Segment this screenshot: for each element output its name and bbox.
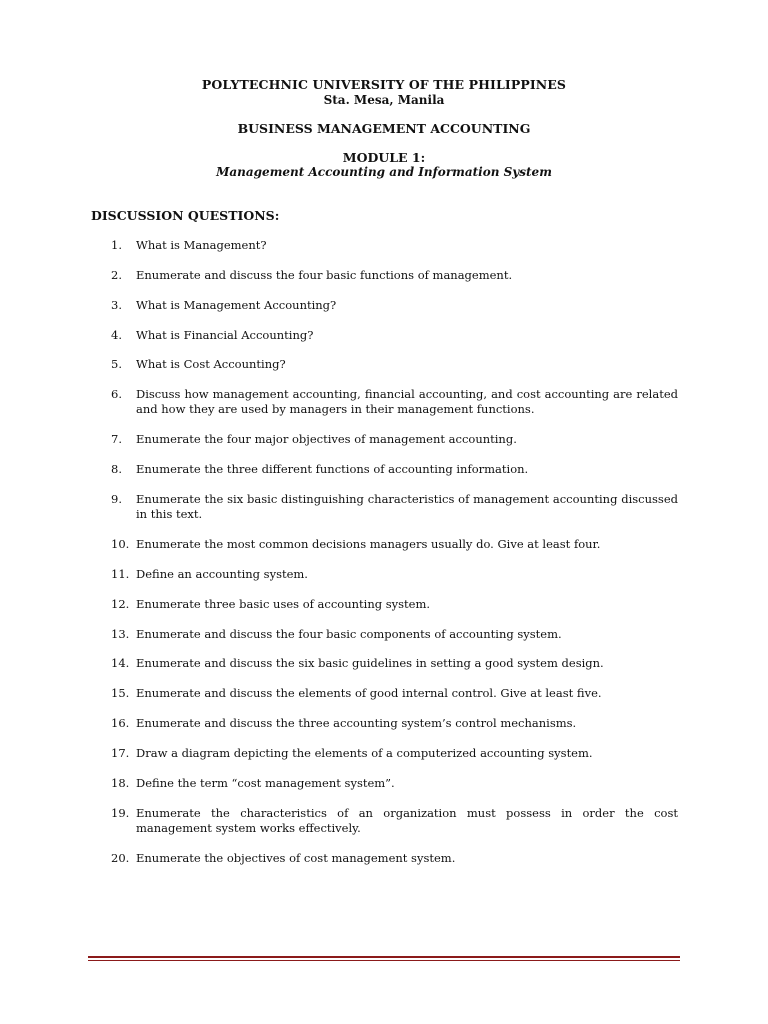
question-text: Enumerate three basic uses of accounting system. <box>136 597 431 611</box>
question-number: 11. <box>111 567 130 581</box>
question-text: Define the term “cost management system”. <box>136 776 395 790</box>
section-heading: DISCUSSION QUESTIONS: <box>91 208 280 223</box>
list-item <box>111 851 678 866</box>
list-item <box>111 357 678 372</box>
question-number: 13. <box>111 627 130 641</box>
list-item <box>111 567 678 582</box>
question-number: 6. <box>111 387 122 401</box>
question-number: 20. <box>111 851 130 865</box>
list-item <box>111 432 678 447</box>
question-number: 19. <box>111 806 130 820</box>
question-number: 12. <box>111 597 130 611</box>
question-number: 18. <box>111 776 130 790</box>
list-item <box>111 656 678 671</box>
list-item <box>111 806 678 836</box>
list-item <box>111 387 678 417</box>
list-item <box>111 268 678 283</box>
footer-rule <box>88 956 680 958</box>
question-text: Enumerate the six basic distinguishing characteristics of management accounting discussed in this text. <box>136 492 678 521</box>
question-text: Enumerate the objectives of cost management system. <box>136 851 456 865</box>
question-number: 5. <box>111 357 122 371</box>
question-number: 9. <box>111 492 122 506</box>
question-number: 7. <box>111 432 122 446</box>
question-text: Enumerate and discuss the elements of good internal control. Give at least five. <box>136 686 602 700</box>
question-number: 16. <box>111 716 130 730</box>
list-item <box>111 328 678 343</box>
question-text: Define an accounting system. <box>136 567 308 581</box>
list-item <box>111 716 678 731</box>
question-number: 17. <box>111 746 130 760</box>
institution-name: POLYTECHNIC UNIVERSITY OF THE PHILIPPINES <box>201 77 567 92</box>
question-text: What is Management Accounting? <box>136 298 337 312</box>
module-number: MODULE 1: <box>342 150 426 165</box>
question-number: 1. <box>111 238 122 252</box>
list-item <box>111 238 678 253</box>
list-item <box>111 597 678 612</box>
institution-location: Sta. Mesa, Manila <box>323 93 445 107</box>
question-text: What is Cost Accounting? <box>136 357 286 371</box>
list-item <box>111 627 678 642</box>
question-number: 8. <box>111 462 122 476</box>
question-number: 15. <box>111 686 130 700</box>
module-subtitle: Management Accounting and Information System <box>216 165 552 179</box>
question-text: Discuss how management accounting, financial accounting, and cost accounting are related and how they are used by managers in their management functions. <box>136 387 678 416</box>
question-number: 3. <box>111 298 122 312</box>
list-item <box>111 537 678 552</box>
question-number: 2. <box>111 268 122 282</box>
list-item <box>111 462 678 477</box>
question-text: Enumerate and discuss the four basic components of accounting system. <box>136 627 562 641</box>
question-text: Enumerate the most common decisions managers usually do. Give at least four. <box>136 537 601 551</box>
question-text: Enumerate and discuss the three accounting system’s control mechanisms. <box>136 716 577 730</box>
list-item <box>111 746 678 761</box>
question-text: Enumerate the characteristics of an organization must possess in order the cost management system works effectively. <box>136 806 678 835</box>
list-item <box>111 686 678 701</box>
question-number: 14. <box>111 656 130 670</box>
question-text: Draw a diagram depicting the elements of a computerized accounting system. <box>136 746 593 760</box>
question-text: Enumerate and discuss the four basic functions of management. <box>136 268 513 282</box>
question-number: 4. <box>111 328 122 342</box>
course-title: BUSINESS MANAGEMENT ACCOUNTING <box>237 121 531 136</box>
question-number: 10. <box>111 537 130 551</box>
question-text: What is Management? <box>136 238 267 252</box>
question-text: What is Financial Accounting? <box>136 328 314 342</box>
question-text: Enumerate the three different functions of accounting information. <box>136 462 529 476</box>
list-item <box>111 776 678 791</box>
list-item <box>111 298 678 313</box>
footer-rule-thin <box>88 960 680 961</box>
list-item <box>111 492 678 522</box>
question-text: Enumerate and discuss the six basic guidelines in setting a good system design. <box>136 656 604 670</box>
question-text: Enumerate the four major objectives of management accounting. <box>136 432 517 446</box>
